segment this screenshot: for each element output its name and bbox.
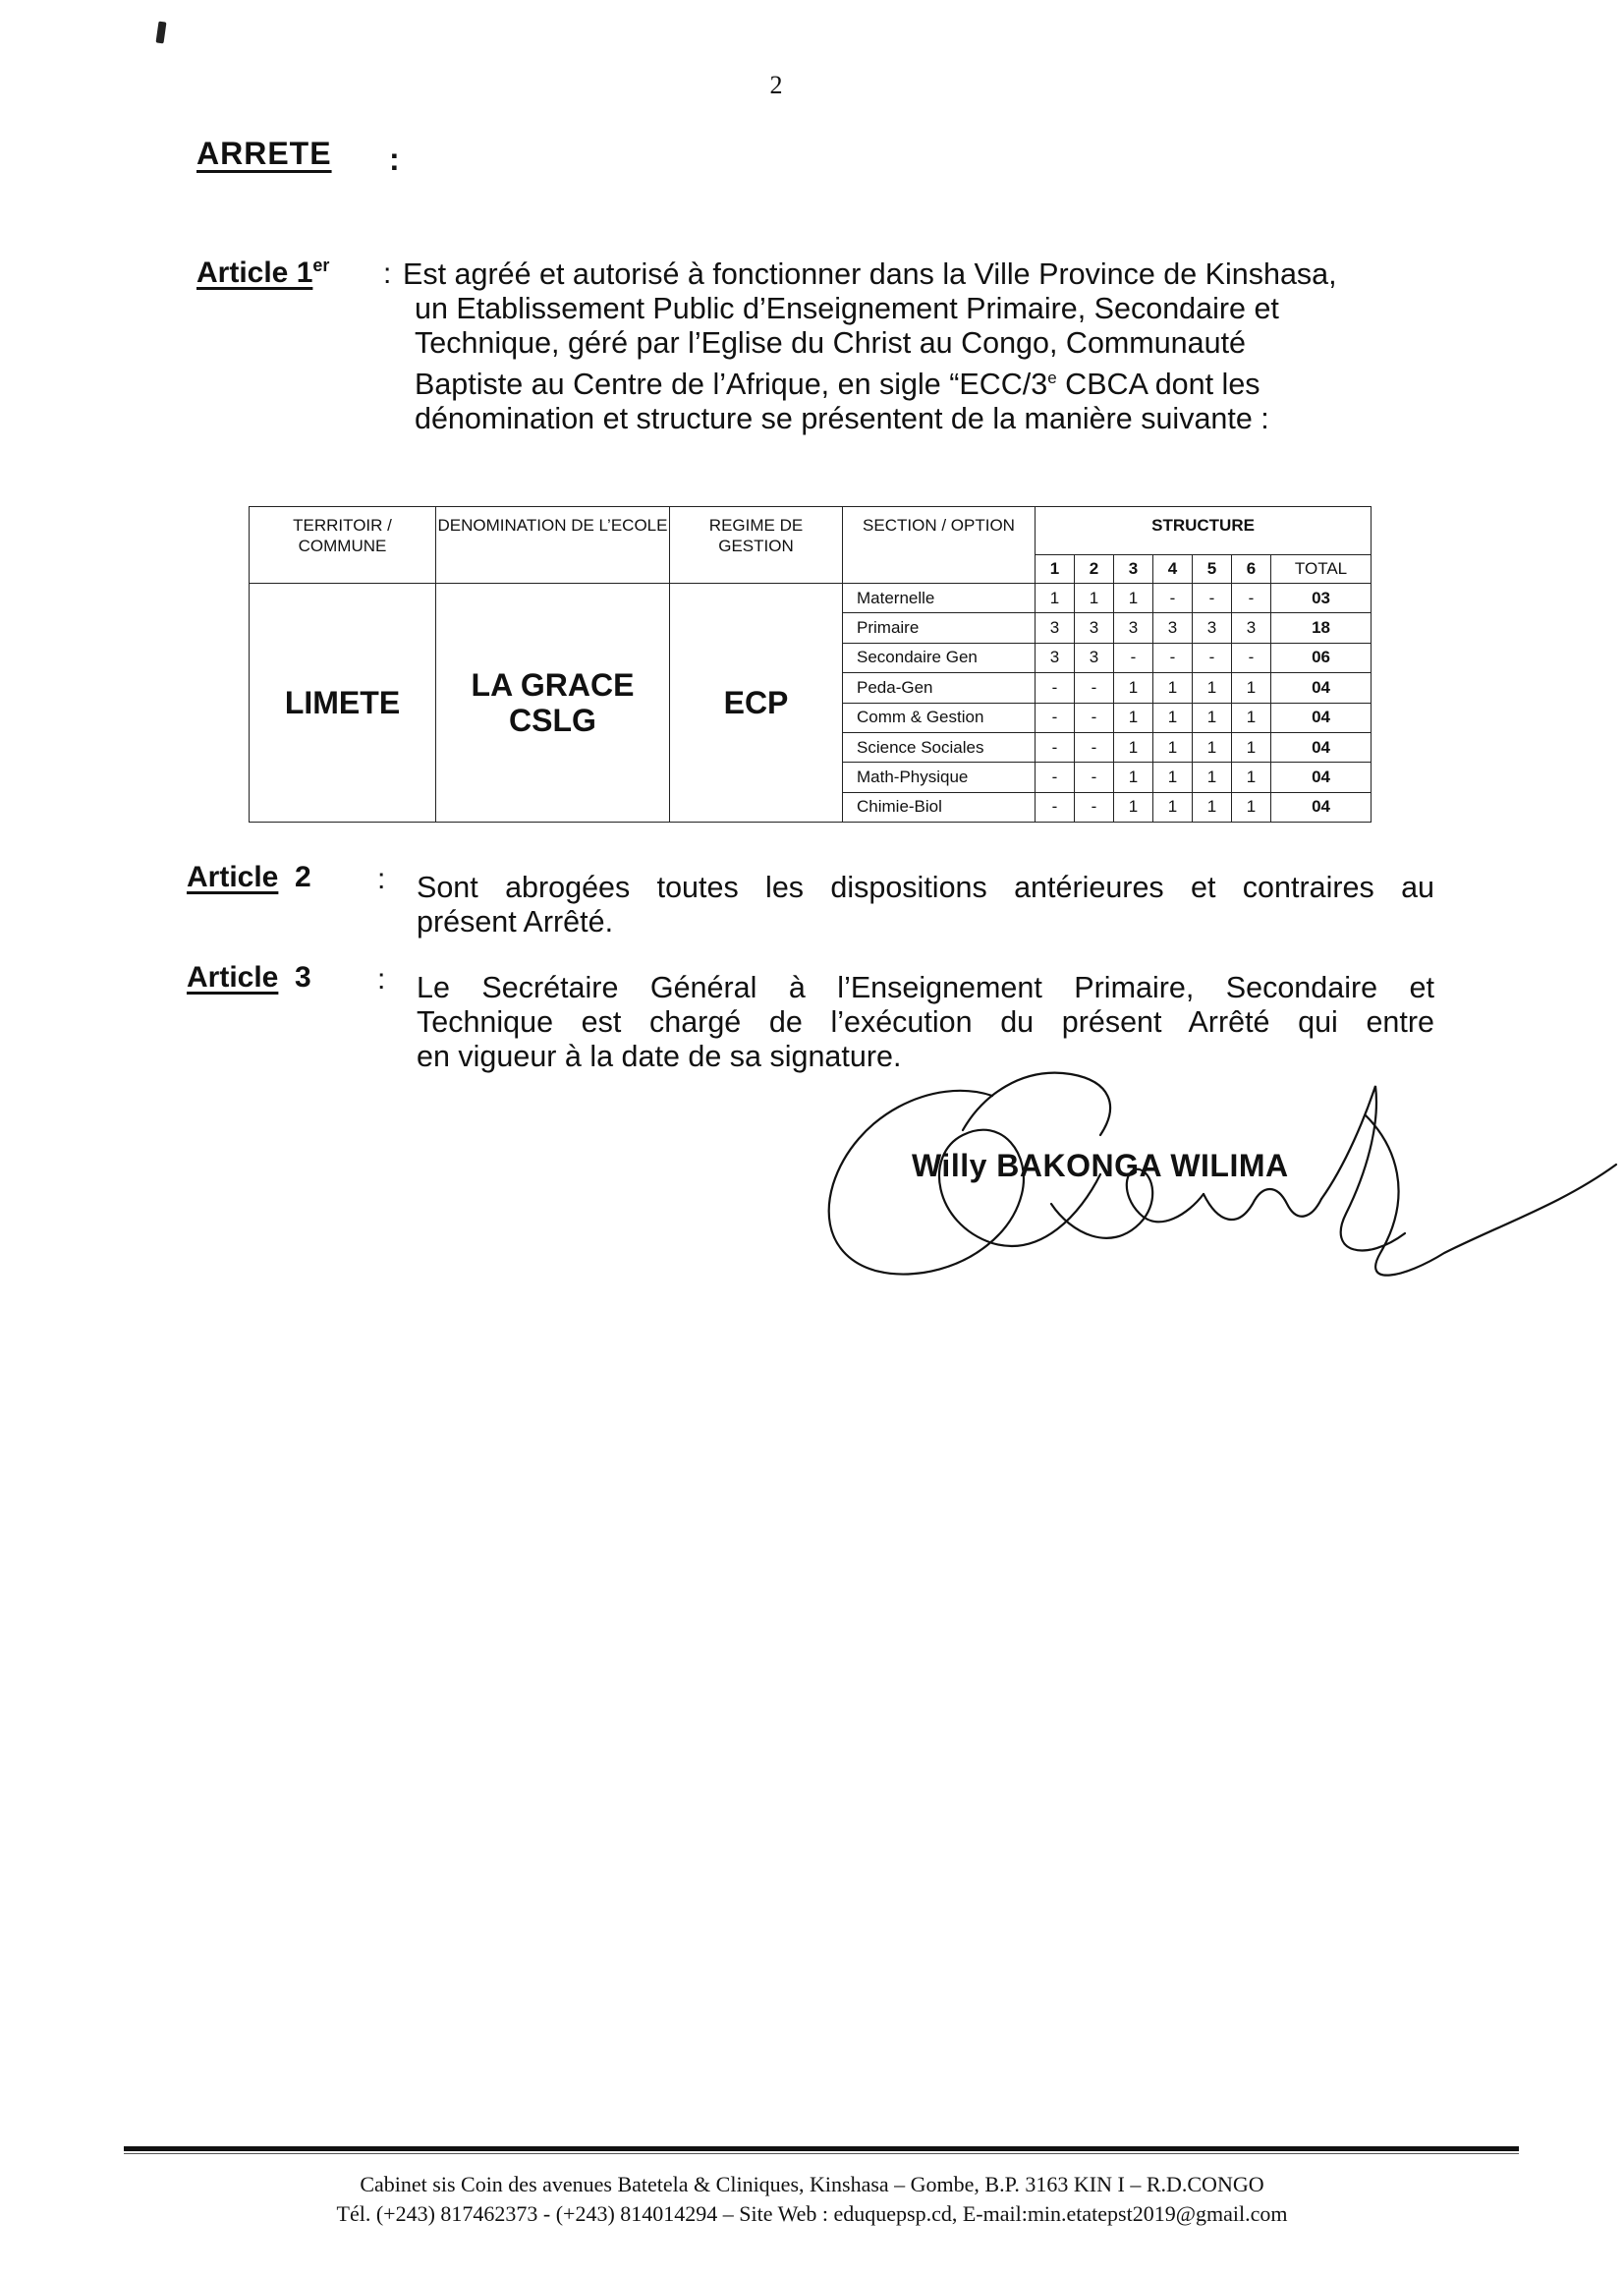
table-row (250, 584, 1372, 613)
structure-cell: 1 (1232, 792, 1271, 822)
structure-cell: 1 (1114, 703, 1153, 732)
total-cell: 03 (1271, 584, 1372, 613)
decree-title: ARRETE (196, 136, 332, 171)
total-cell: 04 (1271, 792, 1372, 822)
structure-cell: 3 (1232, 613, 1271, 643)
scan-mark (156, 22, 167, 44)
section-cell: Math-Physique (843, 763, 1036, 792)
article-1-label (196, 256, 329, 290)
header-class-2: 2 (1075, 555, 1114, 584)
article-1-sup: er (312, 256, 330, 275)
header-class-4: 4 (1153, 555, 1193, 584)
article-1-line: Est agréé et autorisé à fonctionner dans la Ville Province de Kinshasa, (403, 257, 1337, 291)
structure-cell: 3 (1193, 613, 1232, 643)
structure-cell: - (1232, 584, 1271, 613)
header-regime: REGIME DE GESTION (670, 507, 843, 584)
article-1-text (403, 257, 1434, 436)
structure-cell: 3 (1036, 613, 1075, 643)
section-cell: Peda-Gen (843, 673, 1036, 703)
structure-cell: - (1036, 732, 1075, 762)
denomination-cell (436, 584, 670, 823)
structure-cell: 1 (1193, 732, 1232, 762)
structure-cell: 1 (1153, 703, 1193, 732)
structure-cell: 1 (1232, 732, 1271, 762)
article-3-colon: : (377, 963, 386, 996)
total-cell: 04 (1271, 732, 1372, 762)
regime-cell: ECP (670, 584, 843, 823)
total-cell: 18 (1271, 613, 1372, 643)
article-1-line-sup: e (1047, 369, 1057, 387)
section-cell: Science Sociales (843, 732, 1036, 762)
structure-cell: - (1075, 673, 1114, 703)
footer-divider (124, 2146, 1519, 2151)
article-3-line: Technique est chargé de l’exécution du présent Arrêté qui entre (417, 1005, 1434, 1039)
structure-cell: 1 (1153, 673, 1193, 703)
structure-cell: 1 (1193, 703, 1232, 732)
structure-cell: 3 (1153, 613, 1193, 643)
header-total: TOTAL (1271, 555, 1372, 584)
article-1-colon: : (383, 257, 392, 290)
article-1-line-part: Baptiste au Centre de l’Afrique, en sigle “ECC/3 (415, 368, 1048, 402)
denomination-line: LA GRACE (471, 667, 635, 703)
structure-cell: 1 (1075, 584, 1114, 613)
structure-cell: 3 (1075, 613, 1114, 643)
structure-cell: 1 (1114, 792, 1153, 822)
structure-cell: - (1036, 703, 1075, 732)
article-3-word: Article (187, 961, 279, 994)
total-cell: 04 (1271, 673, 1372, 703)
header-section: SECTION / OPTION (843, 507, 1036, 584)
structure-cell: 1 (1114, 763, 1153, 792)
header-territoire: TERRITOIR / COMMUNE (250, 507, 436, 584)
article-2-line: présent Arrêté. (417, 905, 614, 939)
structure-cell: 1 (1232, 673, 1271, 703)
denomination-line: CSLG (509, 703, 596, 738)
structure-cell: 3 (1075, 643, 1114, 672)
structure-cell: 1 (1193, 763, 1232, 792)
structure-cell: - (1193, 584, 1232, 613)
structure-cell: 1 (1036, 584, 1075, 613)
structure-cell: - (1075, 792, 1114, 822)
article-3-number: 3 (295, 961, 311, 994)
article-2-number: 2 (295, 861, 311, 893)
structure-cell: - (1153, 584, 1193, 613)
structure-cell: 3 (1036, 643, 1075, 672)
article-1-line: dénomination et structure se présentent de la manière suivante : (415, 402, 1269, 436)
article-1-word: Article 1 (196, 256, 313, 289)
header-class-3: 3 (1114, 555, 1153, 584)
section-cell: Chimie-Biol (843, 792, 1036, 822)
header-denomination: DENOMINATION DE L’ECOLE (436, 507, 670, 584)
article-2-line: Sont abrogées toutes les dispositions antérieures et contraires au (417, 871, 1434, 904)
article-1-line: un Etablissement Public d’Enseignement Primaire, Secondaire et (415, 292, 1279, 325)
header-class-5: 5 (1193, 555, 1232, 584)
section-cell: Secondaire Gen (843, 643, 1036, 672)
structure-cell: - (1193, 643, 1232, 672)
structure-cell: - (1075, 732, 1114, 762)
article-3-line: Le Secrétaire Général à l’Enseignement Primaire, Secondaire et (417, 971, 1434, 1004)
structure-cell: - (1075, 763, 1114, 792)
section-cell: Primaire (843, 613, 1036, 643)
article-2-colon: : (377, 863, 386, 895)
article-1-line (403, 361, 1434, 402)
article-2-text (417, 871, 1434, 939)
structure-cell: - (1036, 673, 1075, 703)
decree-colon: : (389, 142, 400, 177)
header-class-6: 6 (1232, 555, 1271, 584)
handwritten-signature (815, 1056, 1621, 1371)
total-cell: 04 (1271, 703, 1372, 732)
structure-cell: 1 (1232, 763, 1271, 792)
structure-cell: - (1114, 643, 1153, 672)
article-2-word: Article (187, 861, 279, 893)
structure-cell: 1 (1193, 673, 1232, 703)
structure-cell: - (1153, 643, 1193, 672)
structure-cell: 1 (1114, 584, 1153, 613)
total-cell: 06 (1271, 643, 1372, 672)
structure-cell: 1 (1232, 703, 1271, 732)
structure-cell: 1 (1114, 732, 1153, 762)
article-3-label (187, 961, 311, 995)
article-1-line-part: CBCA dont les (1056, 368, 1260, 402)
structure-cell: 1 (1114, 673, 1153, 703)
structure-cell: 3 (1114, 613, 1153, 643)
page-number: 2 (769, 71, 783, 99)
structure-cell: 1 (1153, 763, 1193, 792)
section-cell: Maternelle (843, 584, 1036, 613)
article-3-line: en vigueur à la date de sa signature. (417, 1040, 902, 1073)
structure-cell: - (1036, 792, 1075, 822)
structure-cell: 1 (1193, 792, 1232, 822)
footer-contact: Tél. (+243) 817462373 - (+243) 814014294 – Site Web : eduquepsp.cd, E-mail:min.etatepst2019@gmail.com (336, 2201, 1288, 2226)
structure-cell: 1 (1153, 732, 1193, 762)
header-structure: STRUCTURE (1036, 507, 1372, 555)
school-structure-table (249, 506, 1372, 823)
signatory-name: Willy BAKONGA WILIMA (912, 1148, 1289, 1183)
total-cell: 04 (1271, 763, 1372, 792)
structure-cell: - (1036, 763, 1075, 792)
territoire-cell: LIMETE (250, 584, 436, 823)
footer-address: Cabinet sis Coin des avenues Batetela & Cliniques, Kinshasa – Gombe, B.P. 3163 KIN I – R.D.CONGO (360, 2172, 1264, 2196)
article-1-line: Technique, géré par l’Eglise du Christ au Congo, Communauté (415, 326, 1247, 360)
footer-divider-thin (124, 2153, 1519, 2154)
structure-cell: 1 (1153, 792, 1193, 822)
structure-cell: - (1232, 643, 1271, 672)
header-class-1: 1 (1036, 555, 1075, 584)
article-2-label (187, 861, 311, 894)
structure-cell: - (1075, 703, 1114, 732)
section-cell: Comm & Gestion (843, 703, 1036, 732)
